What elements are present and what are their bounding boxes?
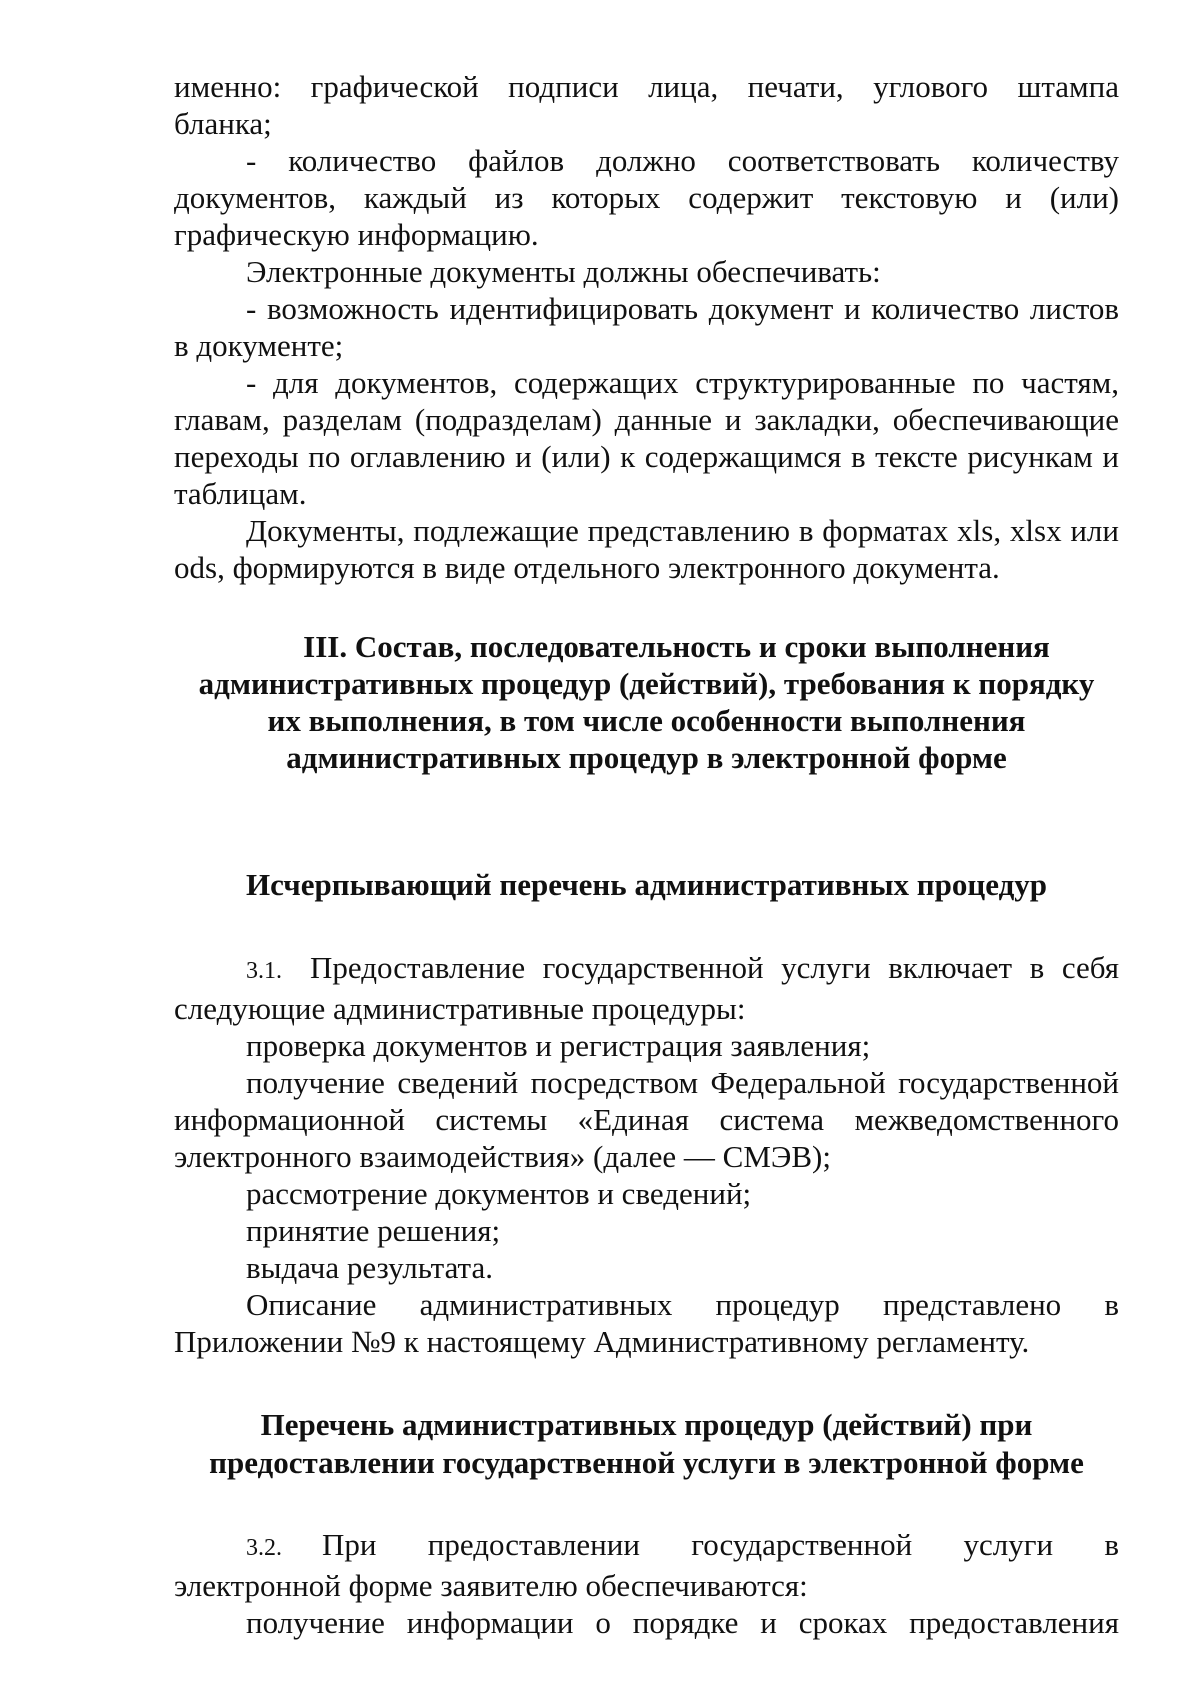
subheading-line: Перечень административных процедур (действий) при (260, 1407, 1033, 1442)
section-heading-line: III. Состав, последовательность и сроки выполнения (303, 629, 1050, 664)
procedure-item-check-documents: проверка документов и регистрация заявления; (246, 1028, 871, 1063)
paragraph-appendix-9: Описание административных процедур представлено в Приложении №9 к настоящему Административному регламенту. (174, 1287, 1119, 1359)
paragraph-3-2 (174, 1526, 1119, 1604)
clause-text: Предоставление государственной услуги включает в себя следующие административные процедуры: (174, 950, 1119, 1026)
paragraph-electronic-docs-intro: Электронные документы должны обеспечивать: (246, 254, 881, 289)
subheading-procedures-list: Исчерпывающий перечень административных процедур (245, 867, 1048, 902)
procedure-item-result: выдача результата. (246, 1250, 493, 1285)
paragraph-3-1 (174, 949, 1119, 1027)
list-item-file-count: - количество файлов должно соответствовать количеству документов, каждый из которых содержит текстовую и (или) графическую информацию. (174, 143, 1119, 252)
document-body (174, 68, 1119, 1641)
subheading-electronic-procedures (174, 1406, 1119, 1482)
procedure-item-decision: принятие решения; (246, 1213, 501, 1248)
section-heading-iii (174, 628, 1119, 776)
section-heading-line: административных процедур (действий), требования к порядку (198, 666, 1095, 701)
clause-number: 3.2. (246, 1535, 282, 1561)
section-heading-line: их выполнения, в том числе особенности выполнения (267, 703, 1026, 738)
list-item-structured-documents: - для документов, содержащих структурированные по частям, главам, разделам (подразделам) данные и закладки, обеспечивающие переходы по оглавлению и (или) к содержащимся в тексте рисункам и таблицам. (174, 365, 1119, 511)
clause-number: 3.1. (246, 958, 282, 984)
list-item-identify-document: - возможность идентифицировать документ и количество листов в документе; (174, 291, 1119, 363)
paragraph-continued-line: именно: графической подписи лица, печати, углового штампа (174, 69, 1119, 104)
subheading-line: предоставлении государственной услуги в электронной форме (209, 1445, 1084, 1480)
procedure-item-review: рассмотрение документов и сведений; (246, 1176, 752, 1211)
paragraph-info-order: получение информации о порядке и сроках предоставления (246, 1605, 1119, 1640)
paragraph-xls-formats: Документы, подлежащие представлению в форматах xls, xlsx или ods, формируются в виде отдельного электронного документа. (174, 513, 1119, 585)
section-heading-line: административных процедур в электронной форме (286, 740, 1007, 775)
paragraph-continued-end: бланка; (174, 106, 272, 141)
procedure-item-smev: получение сведений посредством Федеральной государственной информационной системы «Единая система межведомственного электронного взаимодействия» (далее — СМЭВ); (174, 1065, 1119, 1174)
clause-text: При предоставлении государственной услуги в электронной форме заявителю обеспечиваются: (174, 1527, 1119, 1603)
